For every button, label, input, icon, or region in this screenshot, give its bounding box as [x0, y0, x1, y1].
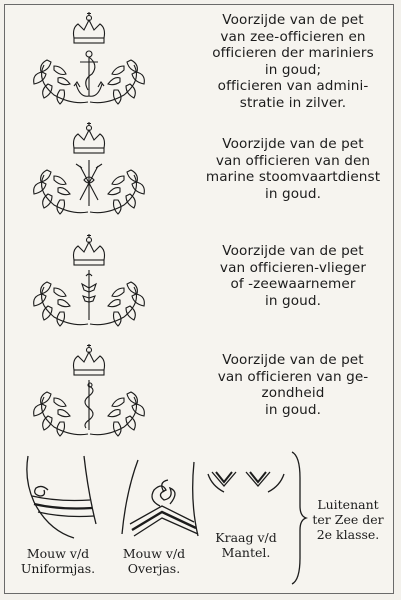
- caption-line: ter Zee der: [312, 512, 384, 527]
- cap-badge-propeller: [14, 120, 164, 220]
- caption-1: [198, 12, 388, 112]
- caption-line: Voorzijde van de pet: [222, 12, 364, 28]
- caption-line: Overjas.: [127, 561, 181, 576]
- caption-line: van officieren van ge-: [217, 368, 369, 385]
- caption-3: [198, 243, 388, 309]
- anchor-emblem-icon: [14, 10, 164, 110]
- caption-line: Mouw v/d: [26, 546, 90, 561]
- caption-line: Voorzijde van de pet: [222, 352, 364, 368]
- collar-illustration: [206, 466, 286, 516]
- aviation-emblem-icon: [14, 232, 164, 332]
- rank-caption: [306, 497, 390, 542]
- cap-badge-caduceus: [14, 342, 164, 442]
- caption-line: Mantel.: [221, 545, 271, 560]
- caption-line: Voorzijde van de pet: [222, 136, 364, 152]
- caption-line: in goud.: [264, 292, 322, 309]
- caption-line: in goud.: [264, 401, 322, 418]
- overcoat-sleeve-caption: [114, 546, 194, 576]
- caption-4: [198, 352, 388, 418]
- caption-line: Mouw v/d: [122, 546, 186, 561]
- caption-line: officieren van admini-: [217, 78, 369, 95]
- caption-line: Kraag v/d: [215, 530, 277, 545]
- caption-line: marine stoomvaartdienst: [205, 169, 381, 186]
- uniform-sleeve-illustration: [14, 452, 114, 542]
- caption-line: in goud;: [264, 61, 322, 78]
- caption-line: officieren der mariniers: [212, 45, 374, 62]
- caption-line: of -zeewaarnemer: [230, 276, 356, 293]
- cap-badge-anchor: [14, 10, 164, 110]
- caption-line: Voorzijde van de pet: [222, 243, 364, 259]
- caption-line: Luitenant: [317, 497, 379, 512]
- caption-line: van officieren-vlieger: [219, 259, 367, 276]
- caption-line: Uniformjas.: [20, 561, 96, 576]
- collar-caption: [208, 530, 284, 560]
- caduceus-emblem-icon: [14, 342, 164, 442]
- propeller-emblem-icon: [14, 120, 164, 220]
- caption-line: zondheid: [261, 385, 325, 402]
- caption-line: van officieren van den: [215, 152, 371, 169]
- uniform-sleeve-caption: [18, 546, 98, 576]
- caption-line: stratie in zilver.: [239, 94, 347, 111]
- caption-line: van zee-officieren en: [220, 28, 366, 45]
- caption-line: 2e klasse.: [316, 527, 380, 542]
- caption-2: [198, 136, 388, 202]
- overcoat-sleeve-illustration: [112, 452, 207, 542]
- cap-badge-aviation: [14, 232, 164, 332]
- grouping-brace: [288, 448, 308, 588]
- caption-line: in goud.: [264, 185, 322, 202]
